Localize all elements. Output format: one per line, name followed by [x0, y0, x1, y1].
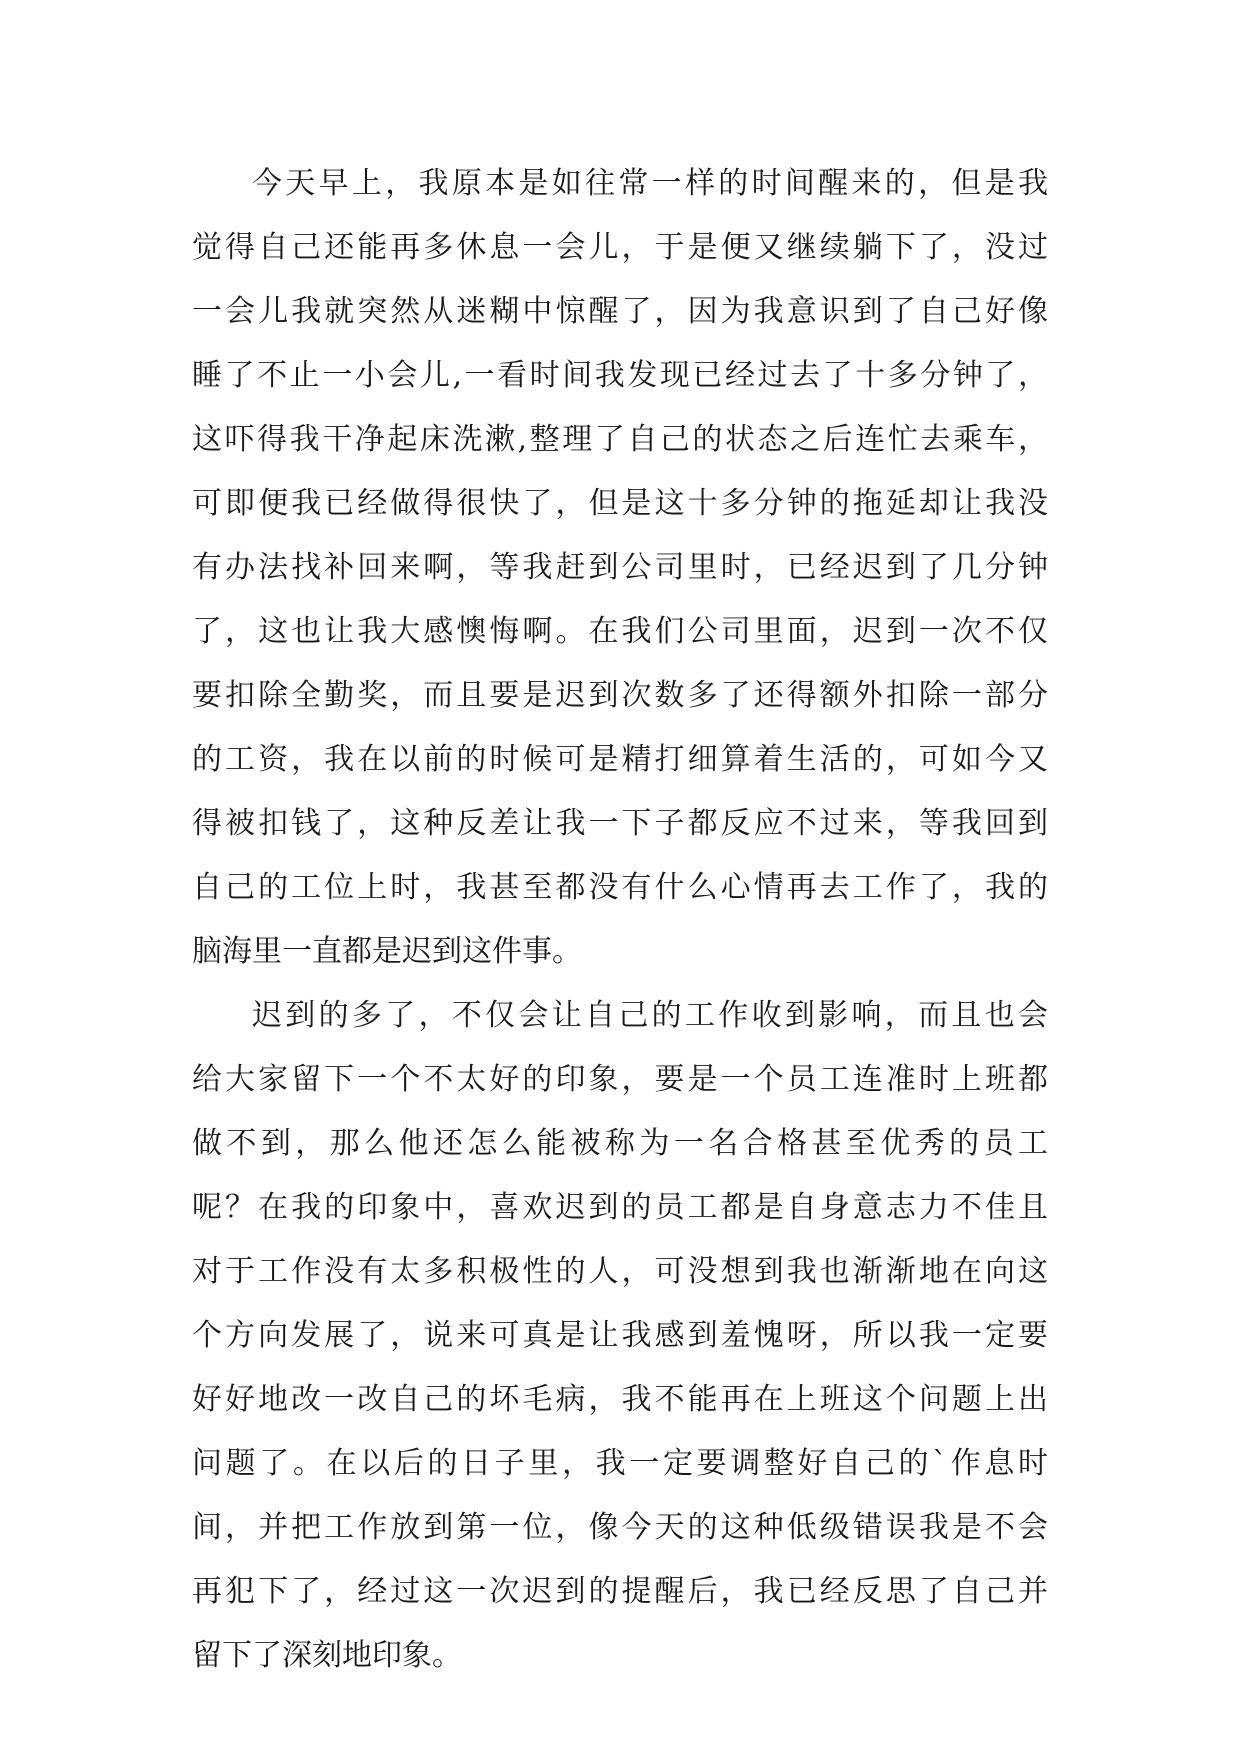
paragraph-line: 这吓得我干净起床洗漱,整理了自己的状态之后连忙去乘车， — [192, 422, 1048, 457]
paragraph-line: 了，这也让我大感懊悔啊。在我们公司里面，迟到一次不仅 — [192, 614, 1048, 649]
document-body — [192, 152, 1048, 1688]
paragraph-line: 问题了。在以后的日子里，我一定要调整好自己的`作息时 — [192, 1446, 1048, 1481]
paragraph-line: 迟到的多了，不仅会让自己的工作收到影响，而且也会 — [252, 998, 1048, 1033]
paragraph-line: 的工资，我在以前的时候可是精打细算着生活的，可如今又 — [192, 742, 1048, 777]
paragraph-line: 得被扣钱了，这种反差让我一下子都反应不过来，等我回到 — [192, 806, 1048, 841]
paragraph-line: 有办法找补回来啊，等我赶到公司里时，已经迟到了几分钟 — [192, 550, 1048, 585]
paragraph-line: 做不到，那么他还怎么能被称为一名合格甚至优秀的员工 — [192, 1126, 1048, 1161]
paragraph-line: 一会儿我就突然从迷糊中惊醒了，因为我意识到了自己好像 — [192, 294, 1048, 329]
paragraph-1 — [192, 152, 1048, 984]
paragraph-line: 觉得自己还能再多休息一会儿，于是便又继续躺下了，没过 — [192, 230, 1048, 265]
paragraph-line: 再犯下了，经过这一次迟到的提醒后，我已经反思了自己并 — [192, 1574, 1048, 1609]
paragraph-line: 呢？在我的印象中，喜欢迟到的员工都是自身意志力不佳且 — [192, 1190, 1048, 1225]
paragraph-line: 睡了不止一小会儿,一看时间我发现已经过去了十多分钟了， — [192, 358, 1048, 393]
paragraph-line: 好好地改一改自己的坏毛病，我不能再在上班这个问题上出 — [192, 1382, 1048, 1417]
paragraph-line: 今天早上，我原本是如往常一样的时间醒来的，但是我 — [252, 166, 1048, 201]
paragraph-line: 留下了深刻地印象。 — [192, 1638, 462, 1673]
paragraph-line: 给大家留下一个不太好的印象，要是一个员工连准时上班都 — [192, 1062, 1048, 1097]
paragraph-line: 脑海里一直都是迟到这件事。 — [192, 934, 582, 969]
paragraph-line: 可即便我已经做得很快了，但是这十多分钟的拖延却让我没 — [192, 486, 1048, 521]
paragraph-line: 对于工作没有太多积极性的人，可没想到我也渐渐地在向这 — [192, 1254, 1048, 1289]
paragraph-line: 要扣除全勤奖，而且要是迟到次数多了还得额外扣除一部分 — [192, 678, 1048, 713]
paragraph-line: 间，并把工作放到第一位，像今天的这种低级错误我是不会 — [192, 1510, 1048, 1545]
paragraph-line: 个方向发展了，说来可真是让我感到羞愧呀，所以我一定要 — [192, 1318, 1048, 1353]
paragraph-line: 自己的工位上时，我甚至都没有什么心情再去工作了，我的 — [192, 870, 1048, 905]
paragraph-2 — [192, 984, 1048, 1688]
